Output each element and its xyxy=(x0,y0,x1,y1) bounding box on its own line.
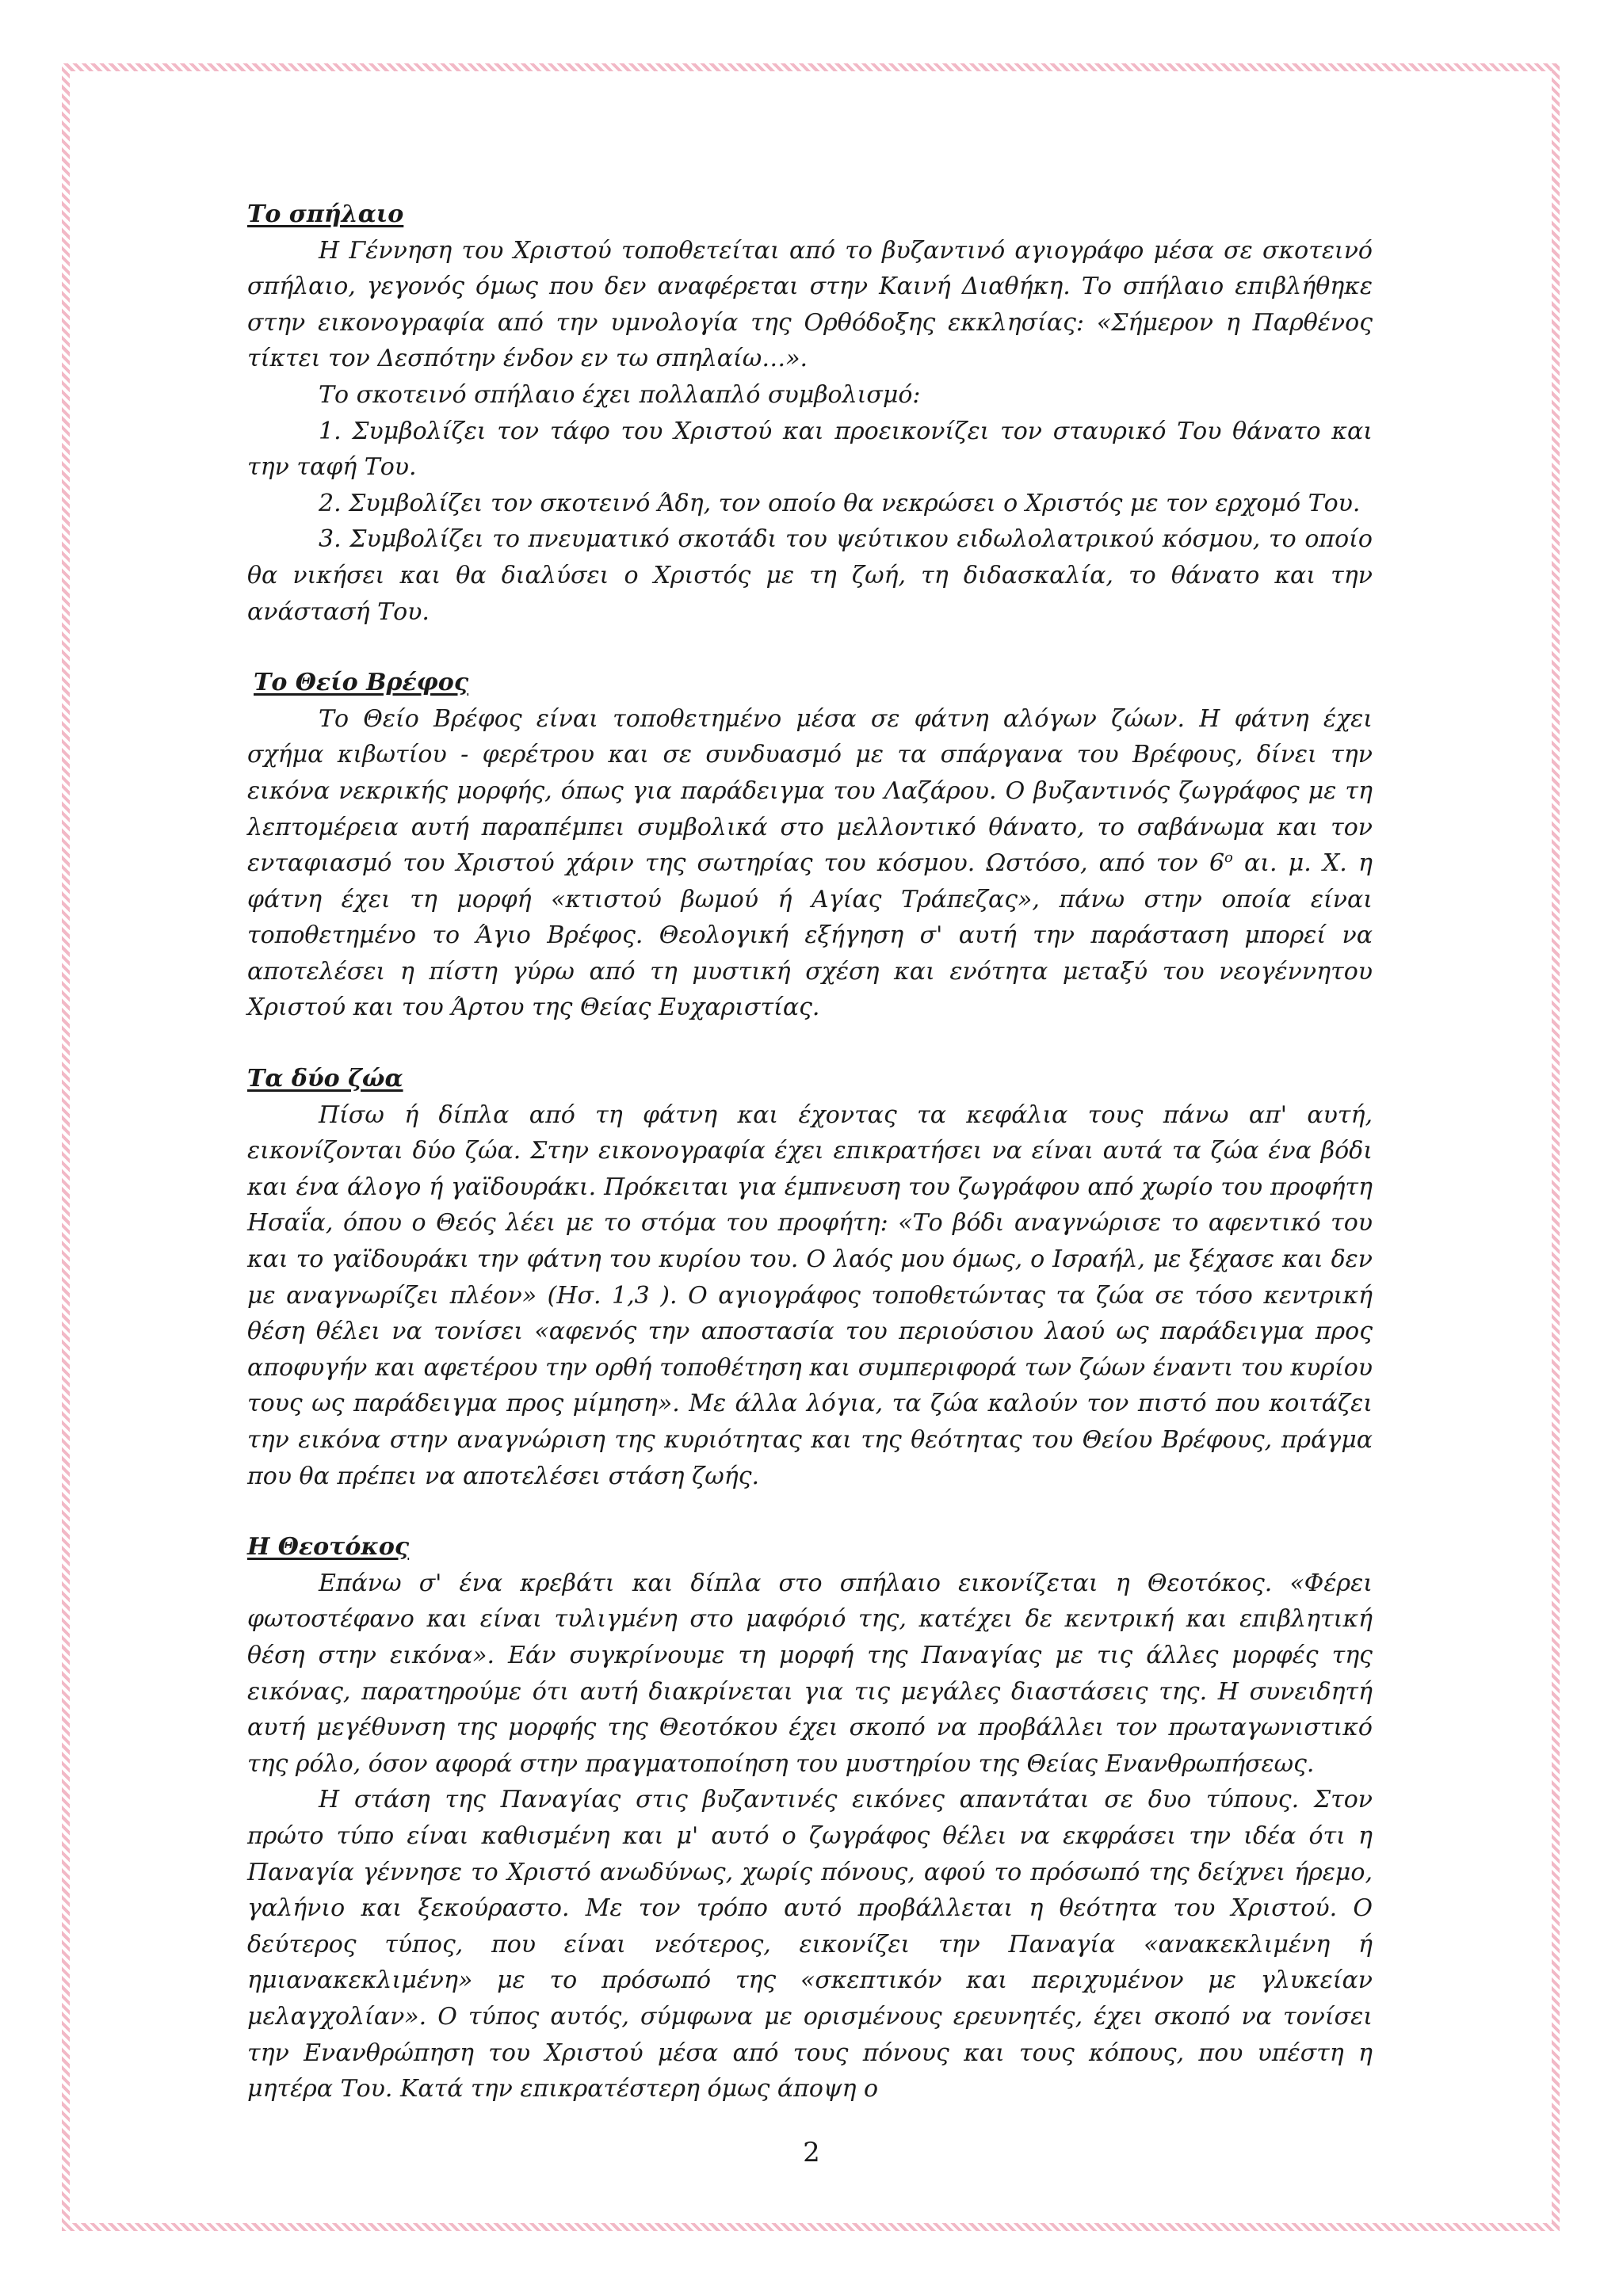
ordinal-superscript: ο xyxy=(1224,849,1233,867)
paragraph xyxy=(247,701,1373,1026)
section-heading-cave: Το σπήλαιο xyxy=(247,200,404,228)
section-divine-infant xyxy=(247,665,1373,1026)
section-cave xyxy=(247,196,1373,630)
paragraph: 3. Συμβολίζει το πνευματικό σκοτάδι του ψεύτικου ειδωλολατρικού κόσμου, το οποίο θα νικήσει και θα διαλύσει ο Χριστός με τη ζωή, τη διδασκαλία, το θάνατο και την ανάστασή Του. xyxy=(247,525,1373,626)
paragraph-text: Το Θείο Βρέφος είναι τοποθετημένο μέσα σε φάτνη αλόγων ζώων. Η φάτνη έχει σχήμα κιβωτίου - φερέτρου και σε συνδυασμό με τα σπάργανα του Βρέφους, δίνει την εικόνα νεκρικής μορφής, όπως για παράδειγμα του Λαζάρου. Ο βυζαντινός ζωγράφος με τη λεπτομέρεια αυτή παραπέμπει συμβολικά στο μελλοντικό θάνατο, το σαβάνωμα και τον ενταφιασμό του Χριστού χάριν της σωτηρίας του κόσμου. Ωστόσο, από τον 6 xyxy=(247,704,1373,878)
section-two-animals xyxy=(247,1061,1373,1494)
paragraph: Το σκοτεινό σπήλαιο έχει πολλαπλό συμβολισμό: xyxy=(319,380,921,409)
paragraph: Η στάση της Παναγίας στις βυζαντινές εικόνες απαντάται σε δυο τύπους. Στον πρώτο τύπο είναι καθισμένη και μ' αυτό ο ζωγράφος θέλει να εκφράσει την ιδέα ότι η Παναγία γέννησε το Χριστό ανωδύνως, χωρίς πόνους, αφού το πρόσωπό της δείχνει ήρεμο, γαλήνιο και ξεκούραστο. Με τον τρόπο αυτό προβάλλεται η θεότητα του Χριστού. Ο δεύτερος τύπος, που είναι νεότερος, εικονίζει την Παναγία «ανακεκλιμένη ή ημιανακεκλιμένη» με το πρόσωπό της «σκεπτικόν και περιχυμένον με γλυκείαν μελαγχολίαν». Ο τύπος αυτός, σύμφωνα με ορισμένους ερευνητές, έχει σκοπό να τονίσει την Ενανθρώπηση του Χριστού μέσα από τους πόνους και τους κόπους, που υπέστη η μητέρα Του. Κατά την επικρατέστερη όμως άποψη ο xyxy=(247,1786,1373,2103)
section-heading-divine-infant: Το Θείο Βρέφος xyxy=(254,669,469,697)
paragraph: Επάνω σ' ένα κρεβάτι και δίπλα στο σπήλαιο εικονίζεται η Θεοτόκος. «Φέρει φωτοστέφανο και είναι τυλιγμένη στο μαφόριό της, κατέχει δε κεντρική και επιβλητική θέση στην εικόνα». Εάν συγκρίνουμε τη μορφή της Παναγίας με τις άλλες μορφές της εικόνας, παρατηρούμε ότι αυτή διακρίνεται για τις μεγάλες διαστάσεις της. Η συνειδητή αυτή μεγέθυνση της μορφής της Θεοτόκου έχει σκοπό να προβάλλει τον πρωταγωνιστικό της ρόλο, όσον αφορά στην πραγματοποίηση του μυστηρίου της Θείας Ενανθρωπήσεως. xyxy=(247,1569,1373,1778)
paragraph: Η Γέννηση του Χριστού τοποθετείται από το βυζαντινό αγιογράφο μέσα σε σκοτεινό σπήλαιο, γεγονός όμως που δεν αναφέρεται στην Καινή Διαθήκη. Το σπήλαιο επιβλήθηκε στην εικονογραφία από την υμνολογία της Ορθόδοξης εκκλησίας: «Σήμερον η Παρθένος τίκτει τον Δεσπότην ένδον εν τω σπηλαίω…». xyxy=(247,236,1373,373)
paragraph: 2. Συμβολίζει τον σκοτεινό Άδη, τον οποίο θα νεκρώσει ο Χριστός με τον ερχομό Του. xyxy=(319,489,1361,517)
paragraph-text: αι. μ. Χ. η φάτνη έχει τη μορφή «κτιστού βωμού ή Αγίας Τράπεζας», πάνω στην οποία είναι τοποθετημένο το Άγιο Βρέφος. Θεολογική εξήγηση σ' αυτή την παράσταση μπορεί να αποτελέσει η πίστη γύρω από τη μυστική σχέση και ενότητα μεταξύ του νεογέννητου Χριστού και του Άρτου της Θείας Ευχαριστίας. xyxy=(247,849,1373,1022)
document-body xyxy=(247,196,1373,2142)
page-number: 2 xyxy=(803,2137,820,2168)
section-heading-two-animals: Τα δύο ζώα xyxy=(247,1065,403,1093)
paragraph: Πίσω ή δίπλα από τη φάτνη και έχοντας τα κεφάλια τους πάνω απ' αυτή, εικονίζονται δύο ζώα. Στην εικονογραφία έχει επικρατήσει να είναι αυτά τα ζώα ένα βόδι και ένα άλογο ή γαϊδουράκι. Πρόκειται για έμπνευση του ζωγράφου από χωρίο του προφήτη Ησαΐα, όπου ο Θεός λέει με το στόμα του προφήτη: «Το βόδι αναγνώρισε το αφεντικό του και το γαϊδουράκι την φάτνη του κυρίου του. Ο λαός μου όμως, ο Ισραήλ, με ξέχασε και δεν με αναγνωρίζει πλέον» (Ησ. 1,3 ). Ο αγιογράφος τοποθετώντας τα ζώα σε τόσο κεντρική θέση θέλει να τονίσει «αφενός την αποστασία του περιούσιου λαού ως παράδειγμα προς αποφυγήν και αφετέρου την ορθή τοποθέτηση και συμπεριφορά των ζώων έναντι του κυρίου τους ως παράδειγμα προς μίμηση». Με άλλα λόγια, τα ζώα καλούν τον πιστό που κοιτάζει την εικόνα στην αναγνώριση της κυριότητας και της θεότητας του Θείου Βρέφους, πράγμα που θα πρέπει να αποτελέσει στάση ζωής. xyxy=(247,1100,1373,1490)
paragraph: 1. Συμβολίζει τον τάφο του Χριστού και προεικονίζει τον σταυρικό Του θάνατο και την ταφή Του. xyxy=(247,417,1373,482)
section-theotokos xyxy=(247,1529,1373,2107)
section-heading-theotokos: Η Θεοτόκος xyxy=(247,1533,410,1562)
